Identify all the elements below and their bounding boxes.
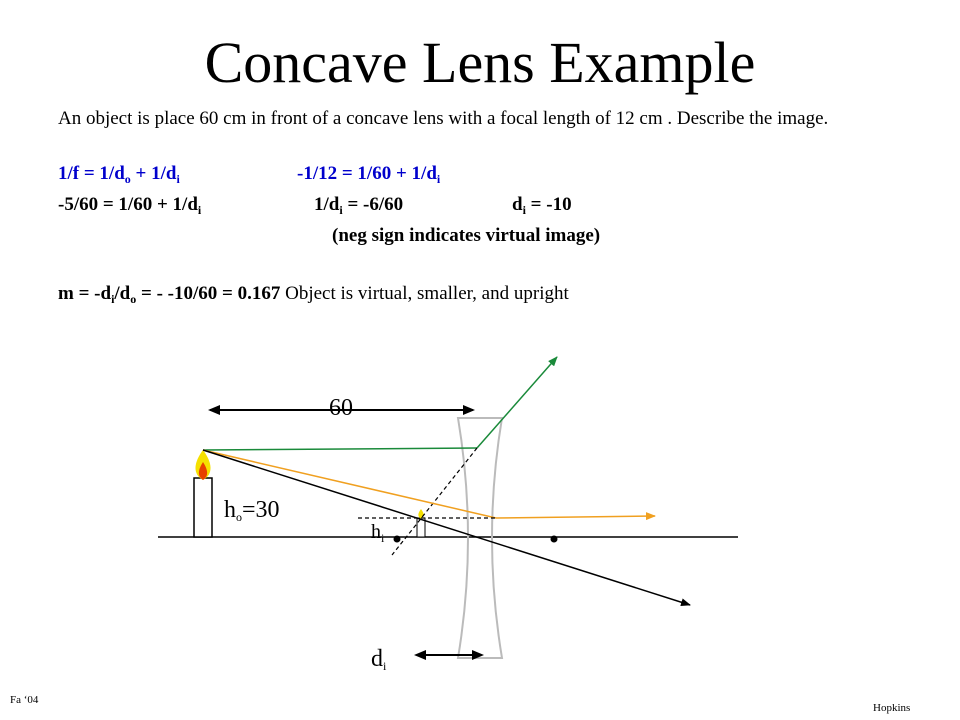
central-ray <box>203 450 690 605</box>
footer-term: Fa ‘04 <box>10 694 39 706</box>
slide-title: Concave Lens Example <box>204 30 756 95</box>
image-distance-result: $d_i = -10$ <box>512 194 572 217</box>
orange-refracted-ray <box>496 516 655 518</box>
reciprocal-image-distance: $1/d_i = -6/60$ <box>314 194 404 217</box>
green-refracted-ray <box>477 357 557 448</box>
distance-label-60: 60 <box>329 395 353 421</box>
virtual-image-note: (neg sign indicates virtual image) <box>332 225 601 246</box>
rearranged-equation: $-5/60 = 1/60 + 1/d_i$ <box>58 194 202 217</box>
substituted-equation: $-1/12 = 1/60 + 1/d_i$ <box>297 163 441 186</box>
problem-statement: An object is place 60 cm in front of a concave lens with a focal length of 12 cm . Describe the image. <box>58 108 829 129</box>
image-height-label: $h_i$ <box>371 521 385 545</box>
footer-author: Hopkins <box>873 702 911 714</box>
object-candle <box>194 478 212 537</box>
thin-lens-equation: $1/f = 1/d_o + 1/d_i$ <box>58 163 180 186</box>
focal-point-right <box>551 536 558 543</box>
image-distance-label: $d_i$ <box>371 646 387 673</box>
image-description: Object is virtual, smaller, and upright <box>285 283 569 304</box>
magnification-equation: $m = -d_i/d_o$ = - -10/60 = 0.167 Object is virtual, smaller, and upright <box>58 283 569 306</box>
object-height-label: $h_o=30$ <box>224 497 280 524</box>
focal-point-left <box>394 536 401 543</box>
